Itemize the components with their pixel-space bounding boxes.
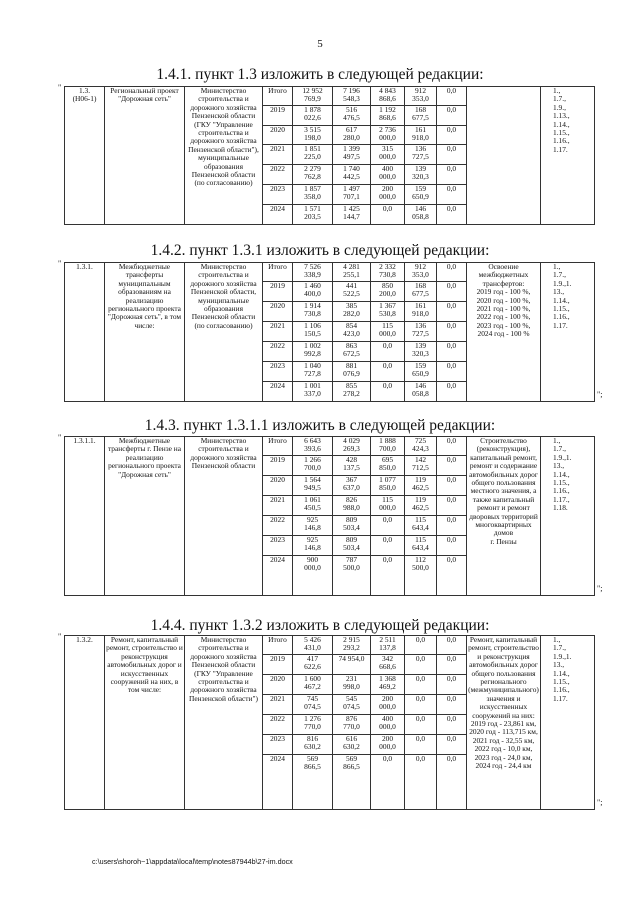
extra-budget-cell: 0,0	[437, 87, 467, 106]
total-cell: 1 857 358,0	[293, 185, 333, 205]
regional-budget-cell: 200 000,0	[371, 735, 405, 755]
year-cell: 2022	[263, 715, 293, 735]
federal-budget-cell: 616 630,2	[333, 735, 371, 755]
federal-budget-cell: 809 503,4	[333, 536, 371, 556]
regional-budget-cell: 0,0	[371, 342, 405, 362]
local-budget-cell: 0,0	[405, 755, 437, 810]
total-cell: 816 630,2	[293, 735, 333, 755]
federal-budget-cell: 1 497 707,1	[333, 185, 371, 205]
local-budget-cell: 115 643,4	[405, 516, 437, 536]
table-row	[65, 437, 595, 456]
total-cell: 7 526 338,9	[293, 263, 333, 282]
total-cell: 2 279 762,8	[293, 165, 333, 185]
regional-budget-cell: 2 736 000,0	[371, 126, 405, 145]
extra-budget-cell: 0,0	[437, 695, 467, 715]
extra-budget-cell: 0,0	[437, 145, 467, 165]
year-cell: 2021	[263, 695, 293, 715]
local-budget-cell: 0,0	[405, 695, 437, 715]
page-number: 5	[317, 38, 323, 50]
total-cell: 925 146,8	[293, 516, 333, 536]
regional-budget-cell: 2 511 137,8	[371, 636, 405, 655]
total-cell: 1 878 022,6	[293, 106, 333, 126]
year-cell: 2019	[263, 282, 293, 302]
year-cell: 2022	[263, 516, 293, 536]
local-budget-cell: 146 058,8	[405, 382, 437, 402]
year-cell: 2019	[263, 655, 293, 675]
extra-budget-cell: 0,0	[437, 655, 467, 675]
close-quote-mark: ";	[597, 390, 603, 399]
total-cell: 1 276 770,0	[293, 715, 333, 735]
item-executor: Министерство строительства и дорожного хозяйства Пензенской области	[185, 437, 263, 596]
total-cell: 1 571 203,5	[293, 205, 333, 225]
local-budget-cell: 136 727,5	[405, 322, 437, 342]
extra-budget-cell: 0,0	[437, 496, 467, 516]
extra-budget-cell: 0,0	[437, 106, 467, 126]
local-budget-cell: 0,0	[405, 655, 437, 675]
federal-budget-cell: 1 425 144,7	[333, 205, 371, 225]
total-cell: 5 426 431,0	[293, 636, 333, 655]
item-code: 1.3. (Н06-1)	[65, 87, 105, 225]
year-cell: Итого	[263, 636, 293, 655]
item-executor: Министерство строительства и дорожного хозяйства Пензенской области (ГКУ "Управление строительства и дорожного хозяйства Пензенской области")	[185, 636, 263, 810]
expected-result	[467, 87, 541, 225]
section-heading: 1.4.2. пункт 1.3.1 изложить в следующей редакции:	[150, 242, 490, 259]
close-quote-mark: ";	[597, 584, 603, 593]
federal-budget-cell: 4 281 255,1	[333, 263, 371, 282]
extra-budget-cell: 0,0	[437, 342, 467, 362]
year-cell: 2021	[263, 145, 293, 165]
federal-budget-cell: 1 399 497,5	[333, 145, 371, 165]
regional-budget-cell: 200 000,0	[371, 185, 405, 205]
federal-budget-cell: 863 672,5	[333, 342, 371, 362]
year-cell: 2019	[263, 456, 293, 476]
close-quote-mark: ";	[597, 798, 603, 807]
regional-budget-cell: 115 000,0	[371, 322, 405, 342]
total-cell: 417 622,6	[293, 655, 333, 675]
expected-result: Освоение межбюджетных трансфертов: 2019 год - 100 %, 2020 год - 100 %, 2021 год - 100 %, 2022 год - 100 %, 2023 год - 100 %, 2024 год - 100 %	[467, 263, 541, 402]
regional-budget-cell: 0,0	[371, 556, 405, 596]
budget-table	[64, 86, 595, 225]
item-code: 1.3.2.	[65, 636, 105, 810]
year-cell: 2023	[263, 735, 293, 755]
regional-budget-cell: 0,0	[371, 362, 405, 382]
federal-budget-cell: 516 476,5	[333, 106, 371, 126]
section-heading: 1.4.1. пункт 1.3 изложить в следующей редакции:	[156, 66, 484, 83]
year-cell: Итого	[263, 87, 293, 106]
table-row	[65, 263, 595, 282]
year-cell: 2020	[263, 675, 293, 695]
total-cell: 1 040 727,8	[293, 362, 333, 382]
total-cell: 1 460 400,0	[293, 282, 333, 302]
extra-budget-cell: 0,0	[437, 282, 467, 302]
total-cell: 1 564 949,5	[293, 476, 333, 496]
total-cell: 12 952 769,9	[293, 87, 333, 106]
regional-budget-cell: 0,0	[371, 536, 405, 556]
local-budget-cell: 168 677,5	[405, 106, 437, 126]
year-cell: 2020	[263, 126, 293, 145]
total-cell: 1 002 992,8	[293, 342, 333, 362]
regional-budget-cell: 4 843 868,6	[371, 87, 405, 106]
regional-budget-cell: 1 077 850,0	[371, 476, 405, 496]
federal-budget-cell: 545 074,5	[333, 695, 371, 715]
year-cell: Итого	[263, 263, 293, 282]
local-budget-cell: 912 353,0	[405, 87, 437, 106]
extra-budget-cell: 0,0	[437, 715, 467, 735]
regional-budget-cell: 0,0	[371, 516, 405, 536]
extra-budget-cell: 0,0	[437, 735, 467, 755]
extra-budget-cell: 0,0	[437, 536, 467, 556]
local-budget-cell: 725 424,3	[405, 437, 437, 456]
indicator-refs: 1., 1.7., 1.9.,1. 13., 1.14., 1.15., 1.16., 1.17.	[541, 263, 595, 402]
federal-budget-cell: 385 282,0	[333, 302, 371, 322]
extra-budget-cell: 0,0	[437, 516, 467, 536]
regional-budget-cell: 0,0	[371, 205, 405, 225]
federal-budget-cell: 876 770,0	[333, 715, 371, 735]
regional-budget-cell: 200 000,0	[371, 695, 405, 715]
extra-budget-cell: 0,0	[437, 205, 467, 225]
extra-budget-cell: 0,0	[437, 437, 467, 456]
item-executor: Министерство строительства и дорожного хозяйства Пензенской области, муниципальные образования Пензенской области (по согласованию)	[185, 263, 263, 402]
regional-budget-cell: 2 332 730,8	[371, 263, 405, 282]
local-budget-cell: 112 500,0	[405, 556, 437, 596]
year-cell: 2021	[263, 496, 293, 516]
total-cell: 900 000,0	[293, 556, 333, 596]
local-budget-cell: 136 727,5	[405, 145, 437, 165]
federal-budget-cell: 854 423,0	[333, 322, 371, 342]
extra-budget-cell: 0,0	[437, 456, 467, 476]
regional-budget-cell: 1 888 700,0	[371, 437, 405, 456]
local-budget-cell: 161 918,0	[405, 126, 437, 145]
regional-budget-cell: 0,0	[371, 755, 405, 810]
item-name: Межбюджетные трансферты муниципальным образованиям на реализацию регионального проекта "Дорожная сеть", в том числе:	[105, 263, 185, 402]
local-budget-cell: 159 650,9	[405, 185, 437, 205]
table-row	[65, 87, 595, 106]
extra-budget-cell: 0,0	[437, 556, 467, 596]
year-cell: 2024	[263, 205, 293, 225]
federal-budget-cell: 428 137,5	[333, 456, 371, 476]
total-cell: 3 515 198,0	[293, 126, 333, 145]
local-budget-cell: 142 712,5	[405, 456, 437, 476]
extra-budget-cell: 0,0	[437, 362, 467, 382]
regional-budget-cell: 400 000,0	[371, 165, 405, 185]
budget-table	[64, 262, 595, 402]
local-budget-cell: 0,0	[405, 675, 437, 695]
local-budget-cell: 159 650,9	[405, 362, 437, 382]
total-cell: 6 643 393,6	[293, 437, 333, 456]
year-cell: Итого	[263, 437, 293, 456]
open-quote-mark: "	[58, 632, 62, 641]
extra-budget-cell: 0,0	[437, 126, 467, 145]
open-quote-mark: "	[58, 433, 62, 442]
regional-budget-cell: 115 000,0	[371, 496, 405, 516]
extra-budget-cell: 0,0	[437, 302, 467, 322]
regional-budget-cell: 1 368 469,2	[371, 675, 405, 695]
federal-budget-cell: 809 503,4	[333, 516, 371, 536]
regional-budget-cell: 1 367 530,8	[371, 302, 405, 322]
open-quote-mark: "	[58, 259, 62, 268]
year-cell: 2022	[263, 342, 293, 362]
total-cell: 1 914 730,8	[293, 302, 333, 322]
extra-budget-cell: 0,0	[437, 382, 467, 402]
year-cell: 2024	[263, 382, 293, 402]
year-cell: 2019	[263, 106, 293, 126]
extra-budget-cell: 0,0	[437, 165, 467, 185]
regional-budget-cell: 315 000,0	[371, 145, 405, 165]
extra-budget-cell: 0,0	[437, 185, 467, 205]
federal-budget-cell: 74 954,0	[333, 655, 371, 675]
federal-budget-cell: 617 280,0	[333, 126, 371, 145]
year-cell: 2024	[263, 755, 293, 810]
federal-budget-cell: 441 522,5	[333, 282, 371, 302]
local-budget-cell: 912 353,0	[405, 263, 437, 282]
regional-budget-cell: 1 192 868,6	[371, 106, 405, 126]
item-name: Региональный проект "Дорожная сеть"	[105, 87, 185, 225]
total-cell: 1 600 467,2	[293, 675, 333, 695]
total-cell: 745 074,5	[293, 695, 333, 715]
federal-budget-cell: 231 998,0	[333, 675, 371, 695]
year-cell: 2022	[263, 165, 293, 185]
item-code: 1.3.1.1.	[65, 437, 105, 596]
local-budget-cell: 139 320,3	[405, 165, 437, 185]
item-name: Ремонт, капитальный ремонт, строительство и реконструкция автомобильных дорог и искусственных сооружений на них, в том числе:	[105, 636, 185, 810]
extra-budget-cell: 0,0	[437, 755, 467, 810]
local-budget-cell: 139 320,3	[405, 342, 437, 362]
local-budget-cell: 168 677,5	[405, 282, 437, 302]
footer-file-path: c:\users\shoroh~1\appdata\local\temp\notes87944b\27-im.docx	[92, 857, 293, 866]
year-cell: 2023	[263, 536, 293, 556]
extra-budget-cell: 0,0	[437, 636, 467, 655]
expected-result: Ремонт, капитальный ремонт, строительство и реконструкция автомобильных дорог общего пользования регионального (межмуниципального) значения и искусственных сооружений на них: 2019 год - 23,861 км, 2020 год - 113,715 км, 2021 год - 32,55 км, 2022 год - 10,0 км, 2023 год - 24,0 км, 2024 год - 24,4 км	[467, 636, 541, 810]
indicator-refs: 1., 1.7., 1.9.,1. 13., 1.14., 1.15., 1.16., 1.17., 1.18.	[541, 437, 595, 596]
local-budget-cell: 0,0	[405, 636, 437, 655]
indicator-refs: 1., 1.7., 1.9., 1.13., 1.14., 1.15., 1.16., 1.17.	[541, 87, 595, 225]
local-budget-cell: 0,0	[405, 735, 437, 755]
year-cell: 2024	[263, 556, 293, 596]
year-cell: 2023	[263, 185, 293, 205]
item-code: 1.3.1.	[65, 263, 105, 402]
federal-budget-cell: 569 866,5	[333, 755, 371, 810]
item-executor: Министерство строительства и дорожного хозяйства Пензенской области (ГКУ "Управление строительства и дорожного хозяйства Пензенской области"), муниципальные образования Пензенской области (по согласованию)	[185, 87, 263, 225]
federal-budget-cell: 2 915 293,2	[333, 636, 371, 655]
local-budget-cell: 119 462,5	[405, 496, 437, 516]
regional-budget-cell: 342 668,6	[371, 655, 405, 675]
section-heading: 1.4.3. пункт 1.3.1.1 изложить в следующей редакции:	[144, 417, 496, 434]
extra-budget-cell: 0,0	[437, 263, 467, 282]
total-cell: 1 061 450,5	[293, 496, 333, 516]
local-budget-cell: 0,0	[405, 715, 437, 735]
extra-budget-cell: 0,0	[437, 322, 467, 342]
item-name: Межбюджетные трансферты г. Пензе на реализацию регионального проекта "Дорожная сеть"	[105, 437, 185, 596]
total-cell: 1 851 225,0	[293, 145, 333, 165]
year-cell: 2020	[263, 476, 293, 496]
federal-budget-cell: 1 740 442,5	[333, 165, 371, 185]
federal-budget-cell: 787 500,0	[333, 556, 371, 596]
extra-budget-cell: 0,0	[437, 675, 467, 695]
extra-budget-cell: 0,0	[437, 476, 467, 496]
total-cell: 1 001 337,0	[293, 382, 333, 402]
local-budget-cell: 161 918,0	[405, 302, 437, 322]
indicator-refs: 1., 1.7., 1.9.,1. 13., 1.14., 1.15., 1.16., 1.17.	[541, 636, 595, 810]
regional-budget-cell: 400 000,0	[371, 715, 405, 735]
federal-budget-cell: 826 988,0	[333, 496, 371, 516]
regional-budget-cell: 850 200,0	[371, 282, 405, 302]
local-budget-cell: 146 058,8	[405, 205, 437, 225]
federal-budget-cell: 855 278,2	[333, 382, 371, 402]
federal-budget-cell: 4 029 269,3	[333, 437, 371, 456]
year-cell: 2023	[263, 362, 293, 382]
year-cell: 2021	[263, 322, 293, 342]
federal-budget-cell: 881 076,9	[333, 362, 371, 382]
open-quote-mark: "	[58, 83, 62, 92]
budget-table	[64, 635, 595, 810]
total-cell: 1 106 150,5	[293, 322, 333, 342]
local-budget-cell: 119 462,5	[405, 476, 437, 496]
total-cell: 569 866,5	[293, 755, 333, 810]
budget-table	[64, 436, 595, 596]
regional-budget-cell: 695 850,0	[371, 456, 405, 476]
regional-budget-cell: 0,0	[371, 382, 405, 402]
section-heading: 1.4.4. пункт 1.3.2 изложить в следующей редакции:	[150, 617, 490, 634]
total-cell: 925 146,8	[293, 536, 333, 556]
federal-budget-cell: 367 637,0	[333, 476, 371, 496]
local-budget-cell: 115 643,4	[405, 536, 437, 556]
federal-budget-cell: 7 196 548,3	[333, 87, 371, 106]
expected-result: Строительство (реконструкция), капитальный ремонт, ремонт и содержание автомобильных дорог общего пользования местного значения, а также капитальный ремонт и ремонт дворовых территорий многоквартирных домов г. Пензы	[467, 437, 541, 596]
total-cell: 1 266 700,0	[293, 456, 333, 476]
year-cell: 2020	[263, 302, 293, 322]
table-row	[65, 636, 595, 655]
